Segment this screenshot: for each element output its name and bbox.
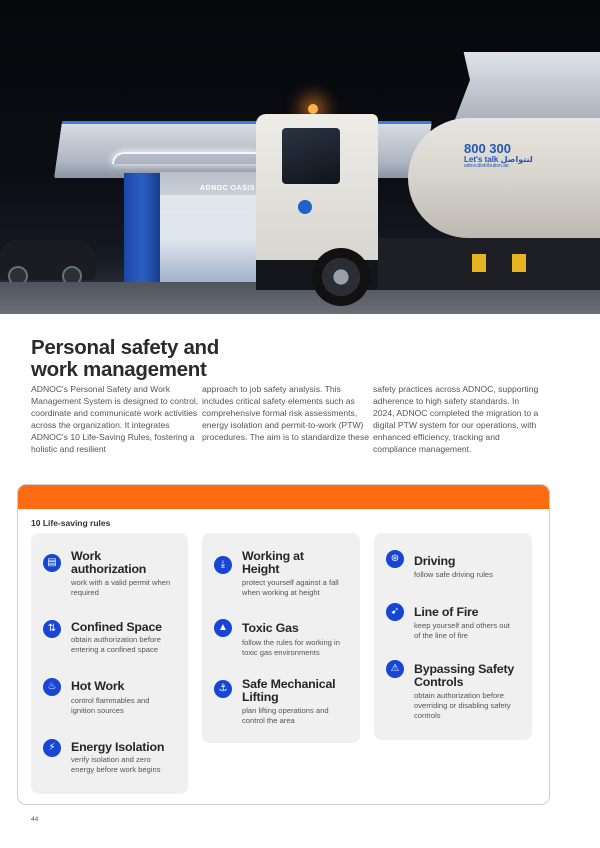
- truck-cab-window: [282, 128, 340, 184]
- rule-desc: protect yourself against a fall when working at height: [242, 578, 339, 598]
- tanker-roof: [454, 52, 600, 122]
- rules-panel-2: [202, 533, 360, 743]
- station-sign: ADNOC OASIS: [200, 185, 255, 192]
- fall-protection-icon: ⤓: [214, 556, 232, 574]
- rule-name: Driving: [414, 554, 456, 568]
- section-title: [31, 337, 219, 380]
- body-column-3: [373, 383, 543, 456]
- body-text: approach to job safety analysis. This includes critical safety elements such as comprehensive formal risk assessments, energy isolation and permit-to-work (PTW) procedures. The aim is to standardize these: [202, 384, 370, 443]
- body-text: safety practices across ADNOC, supporting adherence to high safety standards. In 2024, ADNOC completed the migration to a digital PTW system for our operations, with enhanced efficiency, tracking and compliance management.: [373, 384, 539, 455]
- rules-panel-1: [31, 533, 188, 794]
- rule-name: Energy Isolation: [71, 740, 165, 754]
- rule-name: Safe Mechanical Lifting: [242, 677, 336, 704]
- rule-desc: plan lifting operations and control the area: [242, 706, 329, 726]
- rule-name: Working at Height: [242, 549, 304, 576]
- station-pillar: [124, 173, 160, 283]
- card-title: 10 Life-saving rules: [31, 518, 111, 528]
- section-title-line2: work management: [31, 357, 207, 381]
- confined-space-icon: ⇅: [43, 620, 61, 638]
- life-saving-rules-card: [17, 484, 550, 805]
- rule-desc: verify isolation and zero energy before work begins: [71, 755, 161, 775]
- rule-name: Confined Space: [71, 620, 162, 634]
- rule-desc: keep yourself and others out of the line of fire: [414, 621, 510, 641]
- rule-desc: obtain authorization before entering a confined space: [71, 635, 161, 655]
- rule-desc: control flammables and ignition sources: [71, 696, 150, 716]
- body-column-1: [31, 383, 201, 456]
- canopy-light: [112, 152, 266, 164]
- flame-icon: ♨: [43, 678, 61, 696]
- tanker-slogan: Let's talk لنتواصل: [464, 154, 533, 164]
- rule-name: Hot Work: [71, 679, 125, 693]
- truck-beacon-light: [308, 104, 318, 114]
- truck-wheel: [312, 248, 370, 306]
- body-text: ADNOC's Personal Safety and Work Management System is designed to control, coordinate and communicate work activities across the organization. It integrates ADNOC's 10 Life-Saving Rules, fostering a holistic and resilient: [31, 384, 199, 455]
- rule-name: Toxic Gas: [242, 621, 299, 635]
- hero-photo: [0, 0, 600, 314]
- permit-document-icon: ▤: [43, 554, 61, 572]
- rules-panel-3: [374, 533, 532, 740]
- bypass-controls-icon: ⚠: [386, 660, 404, 678]
- line-of-fire-icon: ➹: [386, 603, 404, 621]
- tanker-tank: [408, 118, 600, 238]
- rule-desc: follow the rules for working in toxic gas environments: [242, 638, 340, 658]
- adnoc-logo-icon: [298, 200, 312, 214]
- parked-car: [0, 240, 96, 280]
- rule-name: Work authorization: [71, 549, 147, 576]
- toxic-gas-icon: ▲: [214, 619, 232, 637]
- hazard-sign: [472, 254, 486, 272]
- rule-desc: obtain authorization before overriding or disabling safety controls: [414, 691, 511, 721]
- tanker-phone: 800 300: [464, 141, 511, 156]
- tanker-chassis: [378, 238, 600, 290]
- rule-desc: follow safe driving rules: [414, 570, 493, 579]
- tanker-website: adnocdistribution.ae: [464, 163, 509, 170]
- rule-desc: work with a valid permit when required: [71, 578, 171, 598]
- rule-name: Bypassing Safety Controls: [414, 662, 515, 689]
- driving-icon: ⊛: [386, 550, 404, 568]
- energy-isolation-icon: ⚡: [43, 739, 61, 757]
- body-column-2: [202, 383, 372, 443]
- rule-name: Line of Fire: [414, 605, 479, 619]
- card-accent-bar: [18, 485, 549, 509]
- tanker-branding: [464, 142, 533, 169]
- page-number: 44: [31, 816, 39, 823]
- section-title-line1: Personal safety and: [31, 336, 219, 359]
- hazard-sign: [512, 254, 526, 272]
- lifting-icon: ⚓: [214, 680, 232, 698]
